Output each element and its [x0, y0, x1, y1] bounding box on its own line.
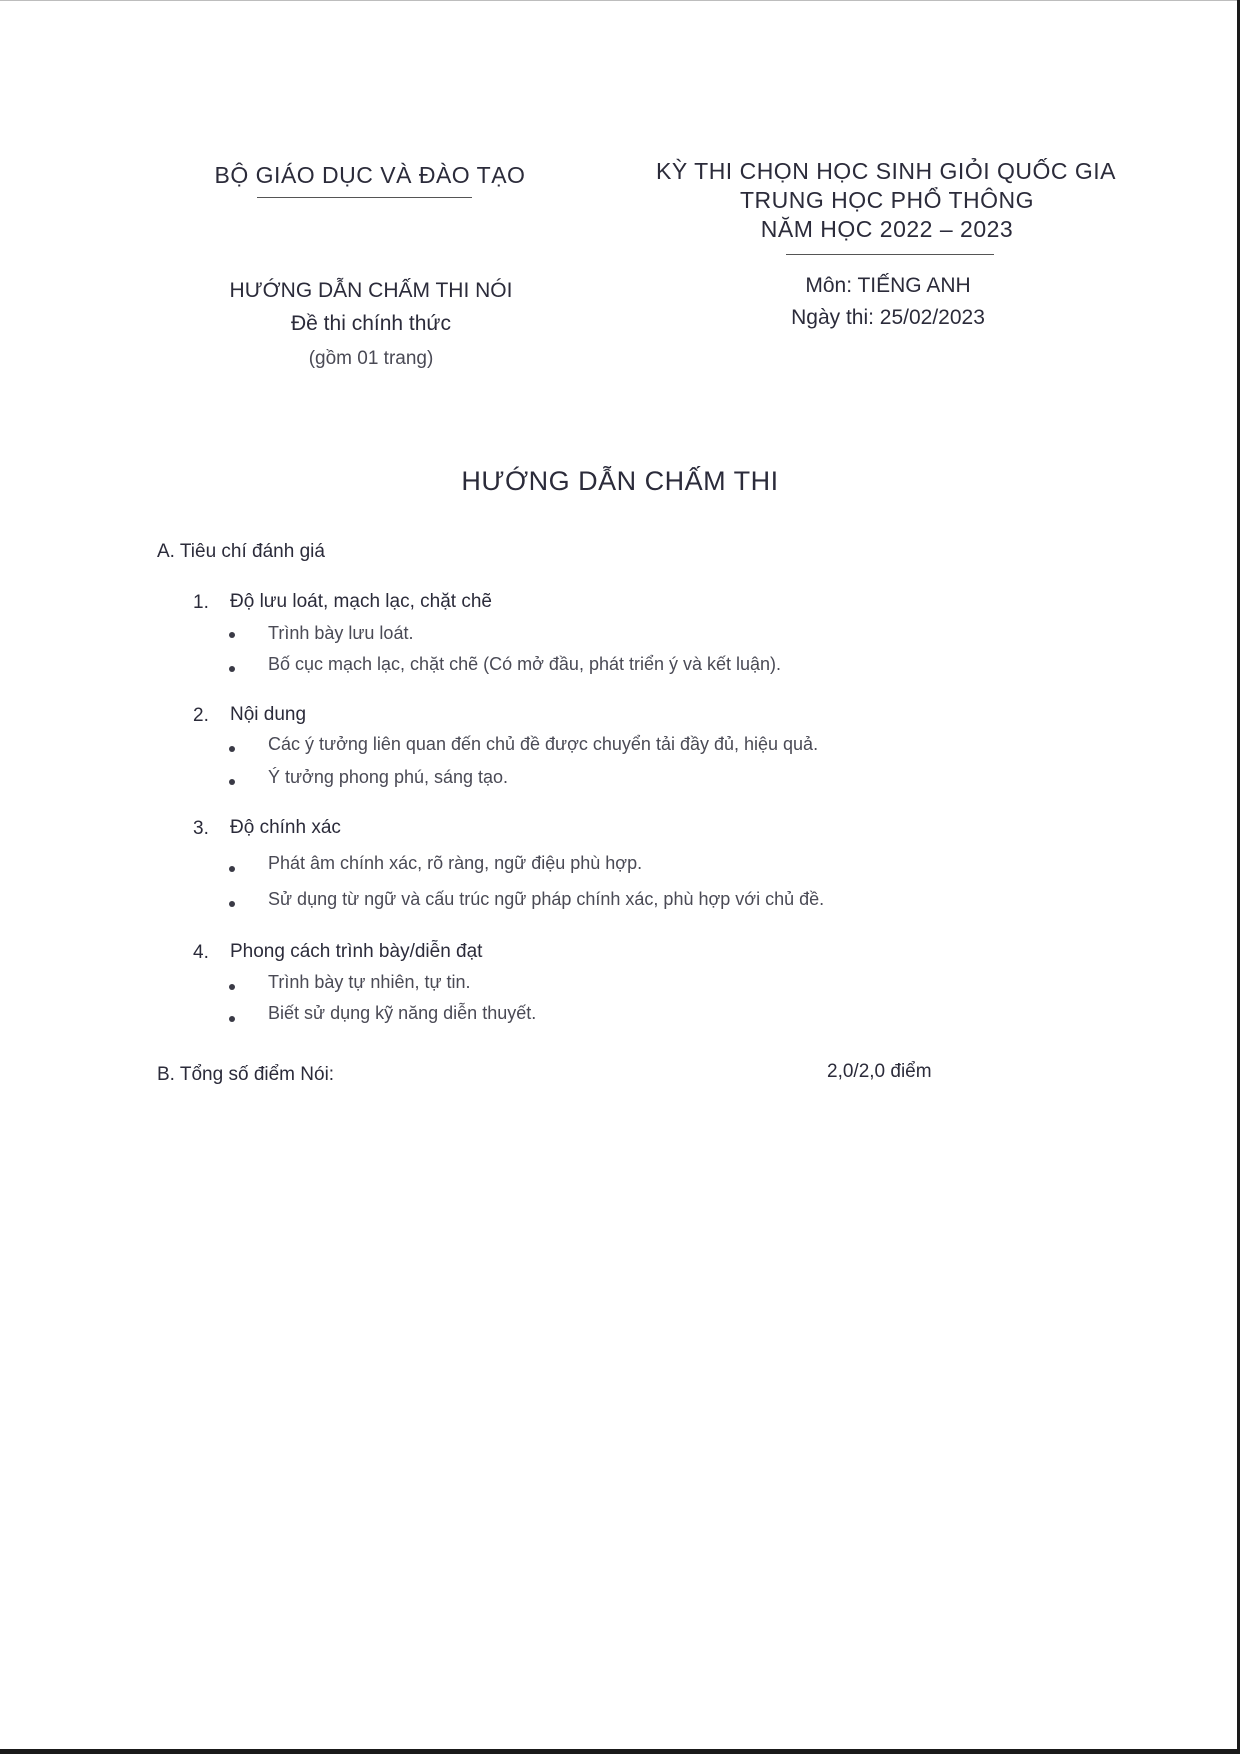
criterion-number: 1.	[193, 592, 209, 613]
criterion-point: Sử dụng từ ngữ và cấu trúc ngữ pháp chính xác, phù hợp với chủ đề.	[268, 889, 825, 909]
criterion-point: Biết sử dụng kỹ năng diễn thuyết.	[268, 1003, 537, 1023]
criterion-point: Các ý tưởng liên quan đến chủ đề được chuyển tải đầy đủ, hiệu quả.	[268, 734, 819, 754]
criterion-point: Trình bày lưu loát.	[268, 623, 414, 643]
bullet-icon	[229, 666, 235, 672]
official-label: Đề thi chính thức	[291, 312, 451, 335]
criterion-point: Bố cục mạch lạc, chặt chẽ (Có mở đầu, phát triển ý và kết luận).	[268, 654, 782, 674]
criterion-point: Ý tưởng phong phú, sáng tạo.	[268, 767, 509, 787]
bullet-icon	[229, 984, 235, 990]
criterion-point: Trình bày tự nhiên, tự tin.	[268, 972, 471, 992]
ministry-name: BỘ GIÁO DỤC VÀ ĐÀO TẠO	[214, 162, 526, 188]
exam-underline	[786, 254, 994, 255]
bullet-icon	[229, 632, 235, 638]
section-a-heading: A. Tiêu chí đánh giá	[157, 541, 325, 562]
criterion-title: Nội dung	[230, 704, 307, 725]
scan-edge-top	[0, 0, 1240, 1]
section-b-label: B. Tổng số điểm Nói:	[157, 1064, 335, 1085]
exam-date: Ngày thi: 25/02/2023	[791, 306, 985, 329]
bullet-icon	[229, 746, 235, 752]
criterion-point: Phát âm chính xác, rõ ràng, ngữ điệu phù hợp.	[268, 853, 643, 873]
guide-type: HƯỚNG DẪN CHẤM THI NÓI	[229, 279, 513, 302]
exam-name-line2: TRUNG HỌC PHỔ THÔNG	[739, 187, 1035, 213]
page-count: (gồm 01 trang)	[308, 348, 434, 369]
bullet-icon	[229, 779, 235, 785]
subject: Môn: TIẾNG ANH	[805, 274, 971, 297]
criterion-number: 2.	[193, 705, 209, 726]
bullet-icon	[229, 866, 235, 872]
exam-name-line3: NĂM HỌC 2022 – 2023	[760, 216, 1014, 242]
criterion-title: Độ chính xác	[230, 817, 341, 838]
criterion-title: Độ lưu loát, mạch lạc, chặt chẽ	[230, 591, 492, 612]
bullet-icon	[229, 1016, 235, 1022]
criterion-number: 3.	[193, 818, 209, 839]
ministry-underline	[257, 197, 472, 198]
criterion-title: Phong cách trình bày/diễn đạt	[230, 941, 483, 962]
scan-edge-bottom	[0, 1749, 1240, 1754]
document-title: HƯỚNG DẪN CHẤM THI	[461, 466, 779, 496]
bullet-icon	[229, 901, 235, 907]
criterion-number: 4.	[193, 942, 209, 963]
exam-name-line1: KỲ THI CHỌN HỌC SINH GIỎI QUỐC GIA	[655, 158, 1117, 184]
section-b-score: 2,0/2,0 điểm	[827, 1061, 932, 1082]
